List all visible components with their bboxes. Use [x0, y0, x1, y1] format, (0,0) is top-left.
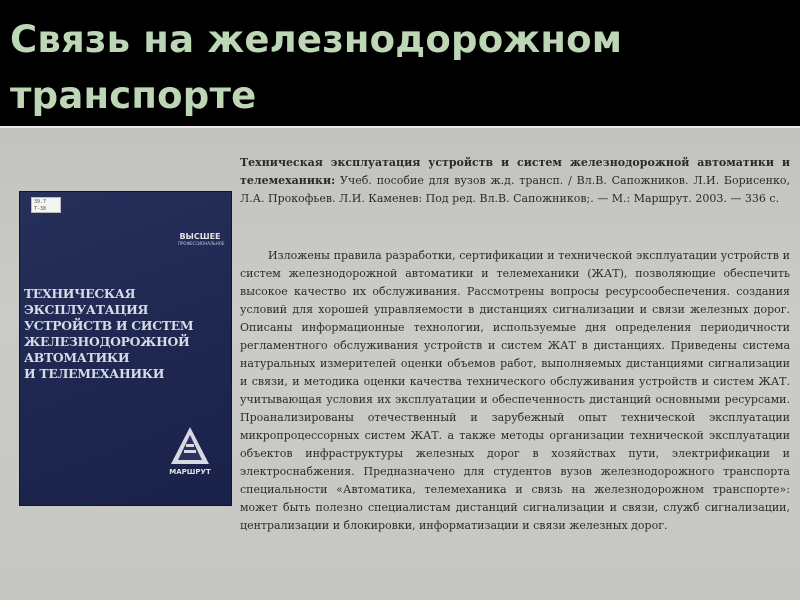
cover-title-line: УСТРОЙСТВ И СИСТЕМ: [24, 318, 194, 333]
cover-title-line: ТЕХНИЧЕСКАЯ: [24, 286, 136, 301]
publisher-name: МАРШРУТ: [169, 468, 211, 476]
book-annotation: Изложены правила разработки, сертификации и технической эксплуатации устройств и систем железнодорожной автоматики и телемеханики (ЖАТ), позволяющие обеспечить высокое качество их обслуживания. Рассмотрены вопросы ресурсообеспечения. создания условий для хорошей управляемости в дистанциях сигнализации и связи железных дорог. Описаны информационные технологии, используемые дня определения периодичности регламентного обслуживания устройств и систем ЖАТ в дистанциях. Приведены система натуральных измерителей оценки объемов работ, выполняемых дистанциями сигнализации и связи, и методика оценки качества технического обслуживания устройств и систем ЖАТ. учитывающая условия их эксплуатации и обеспеченность дистанций основными ресурсами. Проанализированы отечественный и зарубежный опыт технической эксплуатации микропроцессорных систем ЖАТ. а также методы организации технической эксплуатации объектов инфраструктуры железных дорог в хозяйствах пути, электрификации и электроснабжения. Предназначено для студентов вузов железнодорожного транспорта специальности «Автоматика, телемеханика и связь на железнодорожном транспорте»: может быть полезно специалистам дистанций сигнализации и связи, служб сигнализации, централизации и блокировки, информатизации и связи железных дорог.: [240, 249, 790, 532]
bibliographic-details: Учеб. пособие для вузов ж.д. трансп. / Вл.В. Сапожников. Л.И. Борисенко, Л.А. Прокофьев. Л.И. Каменев: Под ред. Вл.В. Сапожников;. — М.: Маршрут. 2003. — 336 с.: [240, 174, 790, 205]
book-cover-image: [20, 192, 231, 505]
cover-title-line: ЖЕЛЕЗНОДОРОЖНОЙ: [24, 334, 190, 349]
cover-title-line: И ТЕЛЕМЕХАНИКИ: [24, 366, 165, 381]
cover-title-line: АВТОМАТИКИ: [24, 350, 130, 365]
bibliographic-record: [240, 154, 790, 208]
library-label: 39.7 Т-38: [31, 197, 61, 213]
publisher-logo-subtext: ПРОФЕССИОНАЛЬНОЕ: [178, 241, 225, 246]
slide-title: Связь на железнодорожном транспорте: [10, 18, 623, 117]
publisher-logo-text: ВЫСШЕЕ: [179, 232, 221, 241]
publisher-emblem-icon: [168, 424, 212, 480]
cover-title: [24, 286, 228, 382]
cover-title-line: ЭКСПЛУАТАЦИЯ: [24, 302, 149, 317]
publisher-logo: [178, 232, 225, 246]
book-title: Техническая эксплуатация устройств и систем железнодорожной автоматики и телемеханики:: [240, 156, 790, 187]
